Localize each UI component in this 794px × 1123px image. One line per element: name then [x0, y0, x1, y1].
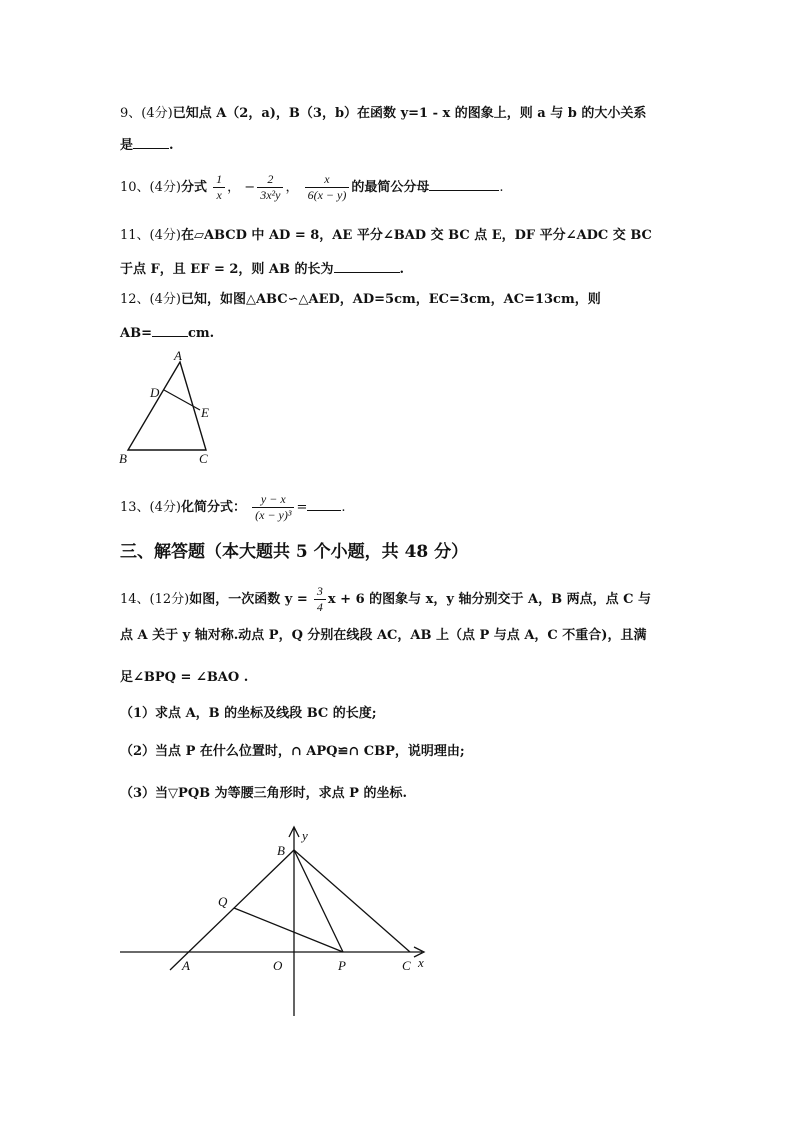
q11-answer-blank[interactable] — [334, 258, 400, 273]
q9-line2 — [120, 134, 174, 156]
q13-fraction — [252, 492, 294, 523]
segment-de — [164, 390, 200, 410]
fig-label-x: x — [418, 955, 424, 970]
q9-text: 已知点 A（2，a)，B（3，b）在函数 y=1 - x 的图象上，则 a 与 b 的大小关系 — [172, 106, 647, 121]
q11-line1 — [120, 226, 652, 246]
q10-f3-numerator: x — [324, 172, 330, 186]
q14-sub1-text: （1）求点 A，B 的坐标及线段 BC 的长度; — [120, 706, 377, 721]
q14-sub1 — [120, 704, 377, 724]
q9-text-cont: 是 — [120, 138, 134, 153]
q12-line1 — [120, 290, 601, 310]
q13-end: . — [341, 500, 346, 515]
q13-answer-blank[interactable] — [307, 496, 341, 511]
fig-label-Q: Q — [218, 894, 228, 909]
q13-label: 化简分式： — [180, 500, 246, 515]
q13-number: 13、(4分) — [120, 500, 181, 515]
q10-sep2: ， — [285, 180, 299, 195]
q9-end: . — [169, 138, 174, 153]
q14-sub2 — [120, 742, 465, 762]
fig-label-B: B — [277, 843, 285, 858]
q12-triangle-figure — [110, 345, 230, 470]
q11-text: 在▱ABCD 中 AD = 8，AE 平分∠BAD 交 BC 点 E，DF 平分∠ADC 交 BC — [180, 228, 652, 243]
label-E: E — [201, 405, 209, 420]
segment-qp — [234, 908, 343, 952]
q10-fraction-2 — [257, 172, 283, 203]
q13-equals: = — [296, 500, 308, 515]
q12-unit: cm. — [187, 326, 215, 341]
q14-text-b: x + 6 的图象与 x，y 轴分别交于 A，B 两点，点 C 与 — [327, 592, 652, 607]
label-B: B — [119, 451, 127, 466]
q14-line2 — [120, 626, 646, 646]
q14-f-denominator: 4 — [314, 599, 326, 615]
q10-tail: 的最简公分母 — [351, 180, 430, 195]
q10-end: . — [499, 180, 504, 195]
label-A: A — [174, 348, 182, 363]
q12-answer-blank[interactable] — [152, 322, 188, 337]
q9-line1 — [120, 104, 646, 124]
q12-ab: AB= — [120, 326, 152, 341]
fig-label-C: C — [402, 958, 411, 973]
q11-line2 — [120, 258, 404, 280]
q9-number: 9、(4分) — [120, 106, 173, 121]
q10-answer-blank[interactable] — [429, 176, 499, 191]
q14-text-2: 点 A 关于 y 轴对称.动点 P，Q 分别在线段 AC，AB 上（点 P 与点 A，C 不重合)，且满 — [120, 628, 647, 643]
q10-f2-denominator: 3x²y — [257, 187, 283, 203]
q10-line — [120, 172, 504, 203]
triangle-abc — [128, 362, 206, 450]
q14-sub3 — [120, 784, 407, 804]
q14-line1 — [120, 584, 651, 615]
segment-bp — [294, 850, 343, 952]
q10-f2-numerator: 2 — [267, 172, 274, 186]
segment-bc — [294, 850, 410, 952]
q13-denominator: (x − y)³ — [252, 507, 294, 523]
q10-f3-denominator: 6(x − y) — [305, 187, 350, 203]
q13-line — [120, 492, 346, 523]
fig-label-O: O — [273, 958, 283, 973]
fig-label-A: A — [182, 958, 190, 973]
q10-f1-numerator: 1 — [216, 172, 223, 186]
q10-fraction-3 — [305, 172, 350, 203]
q10-f1-denominator: x — [213, 187, 225, 203]
q10-sep1: ， — [227, 180, 241, 195]
q11-end: . — [399, 262, 405, 277]
fig-label-P: P — [338, 958, 346, 973]
fig-label-y: y — [302, 828, 308, 843]
q13-numerator: y − x — [260, 492, 286, 506]
q10-label: 分式 — [180, 180, 207, 195]
q14-sub2-text: （2）当点 P 在什么位置时，∩ APQ≌∩ CBP，说明理由; — [120, 744, 465, 759]
label-D: D — [150, 385, 160, 400]
q12-line2 — [120, 322, 214, 344]
section-3-heading: 三、解答题（本大题共 5 个小题，共 48 分） — [120, 542, 469, 562]
q14-text-a: 如图，一次函数 y = — [189, 592, 308, 607]
q14-sub3-text: （3）当▽PQB 为等腰三角形时，求点 P 的坐标. — [120, 786, 408, 801]
q14-line3 — [120, 668, 248, 688]
q9-answer-blank[interactable] — [133, 134, 169, 149]
q11-text-cont: 于点 F，且 EF = 2，则 AB 的长为 — [120, 262, 334, 277]
q10-minus: − — [244, 180, 256, 195]
q12-number: 12、(4分) — [120, 292, 181, 307]
q12-text: 已知，如图△ABC∽△AED，AD=5cm，EC=3cm，AC=13cm，则 — [180, 292, 601, 307]
q14-f-numerator: 3 — [316, 584, 323, 598]
q11-number: 11、(4分) — [120, 228, 181, 243]
q14-fraction — [314, 584, 326, 615]
q14-coordinate-figure — [110, 820, 440, 1020]
q10-fraction-1 — [213, 172, 225, 203]
q14-text-3: 足∠BPQ = ∠BAO . — [120, 670, 249, 685]
q10-number: 10、(4分) — [120, 180, 181, 195]
q14-number: 14、(12分) — [120, 592, 190, 607]
label-C: C — [199, 451, 208, 466]
